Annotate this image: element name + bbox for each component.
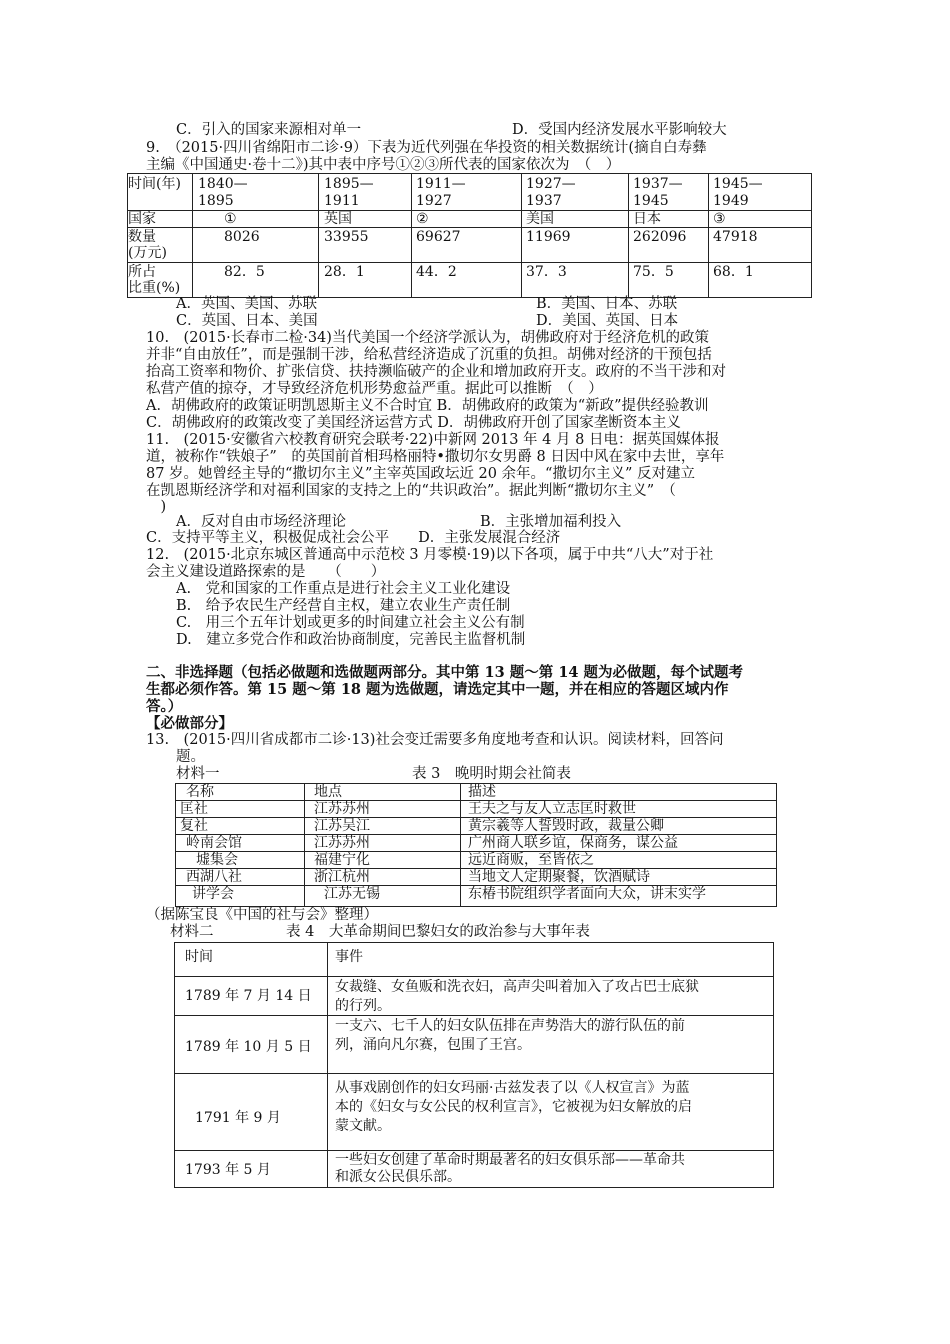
- country-cell: 美国: [526, 211, 554, 227]
- table3-cell: 浙江杭州: [314, 869, 370, 885]
- table4-header-event: 事件: [335, 949, 363, 965]
- period-end: 1911: [324, 193, 360, 209]
- period-end: 1949: [713, 193, 749, 209]
- table4-event-line: 一支六、七千人的妇女队伍排在声势浩大的游行队伍的前: [335, 1018, 685, 1034]
- table3-source: （据陈宝良《中国的社与会》整理）: [146, 907, 378, 923]
- table4-date: 1791 年 9 月: [195, 1110, 281, 1126]
- q10-options-ab: A．胡佛政府的政策证明凯恩斯主义不合时宜 B．胡佛政府的政策为“新政”提供经验教训: [146, 398, 709, 414]
- table3-cell: 黄宗羲等人誓毁时政，裁量公卿: [468, 818, 664, 834]
- table3-cell: 西湖八社: [186, 869, 242, 885]
- amount-cell: 69627: [416, 229, 461, 245]
- q11-stem-line: 11. (2015·安徽省六校教育研究会联考·22)中新网 2013 年 4 月 8 日电：据英国媒体报: [146, 432, 720, 448]
- share-cell: 75．5: [633, 264, 674, 280]
- material1-label: 材料一: [176, 766, 220, 782]
- table3-cell: 广州商人联乡谊，保商务，谋公益: [468, 835, 678, 851]
- q11-stem-line: 在凯恩斯经济学和对福利国家的支持之上的“共识政治”。据此判断“撒切尔主义” （: [146, 483, 676, 499]
- share-cell: 68．1: [713, 264, 754, 280]
- table4-date: 1793 年 5 月: [185, 1162, 271, 1178]
- table3-cell: 东椿书院组织学者面向大众，讲末实学: [468, 886, 706, 902]
- header-amount-unit: (万元): [128, 245, 167, 261]
- header-share-unit: 比重(%): [128, 280, 181, 296]
- table3-cell: 当地文人定期聚餐，饮酒赋诗: [468, 869, 650, 885]
- table3-cell: 福建宁化: [314, 852, 370, 868]
- section2-heading-line: 二、非选择题（包括必做题和选做题两部分。其中第 13 题～第 14 题为必做题，每个试题考: [146, 664, 744, 681]
- header-share: 所占: [128, 264, 156, 280]
- table3-cell: 复社: [180, 818, 208, 834]
- q11-stem-line: 道，被称作“铁娘子” 的英国前首相玛格丽特•撒切尔女男爵 8 日因中风在家中去世，享年: [146, 449, 725, 465]
- table3-cell: 匡社: [180, 801, 208, 817]
- table3-cell: 王夫之与友人立志匡时救世: [468, 801, 636, 817]
- period-end: 1927: [416, 193, 452, 209]
- table4-event-line: 蒙文献。: [335, 1118, 391, 1134]
- table3-cell: 墟集会: [196, 852, 238, 868]
- period-end: 1945: [633, 193, 669, 209]
- share-cell: 37．3: [526, 264, 567, 280]
- table3-header: 描述: [468, 784, 496, 800]
- table3-header: 名称: [186, 784, 214, 800]
- amount-cell: 11969: [526, 229, 571, 245]
- q13-stem-line1: 13. (2015·四川省成都市二诊·13)社会变迁需要多角度地考查和认识。阅读材料，回答问: [146, 732, 724, 748]
- country-cell: 英国: [324, 211, 352, 227]
- q12-option-d: D. 建立多党合作和政治协商制度，完善民主监督机制: [176, 632, 526, 648]
- share-cell: 28．1: [324, 264, 365, 280]
- table4-date: 1789 年 10 月 5 日: [185, 1039, 312, 1055]
- q9-option-c: C．英国、日本、美国: [176, 313, 318, 329]
- table3-cell: 江苏苏州: [314, 835, 370, 851]
- country-cell: ①: [224, 211, 237, 227]
- header-country: 国家: [128, 211, 156, 227]
- table4-header-time: 时间: [185, 949, 213, 965]
- table4-event-line: 从事戏剧创作的妇女玛丽·古兹发表了以《人权宣言》为蓝: [335, 1080, 690, 1096]
- period-start: 1911—: [416, 176, 466, 192]
- period-start: 1937—: [633, 176, 683, 192]
- table3-cell: 岭南会馆: [186, 835, 242, 851]
- q11-stem-line: 87 岁。她曾经主导的“撒切尔主义”主宰英国政坛近 20 余年。“撒切尔主义” 反对建立: [146, 466, 695, 482]
- q9-option-b: B．美国、日本、苏联: [536, 296, 678, 312]
- table3-cell: 江苏苏州: [314, 801, 370, 817]
- table3-cell: 远近商贩，至皆依之: [468, 852, 594, 868]
- period-start: 1840—: [198, 176, 248, 192]
- period-start: 1927—: [526, 176, 576, 192]
- q10-options-cd: C．胡佛政府的政策改变了美国经济运营方式 D．胡佛政府开创了国家垄断资本主义: [146, 415, 681, 431]
- q11-option-b: B．主张增加福利投入: [480, 514, 622, 530]
- table4-event-line: 和派女公民俱乐部。: [335, 1169, 461, 1185]
- section2-heading-line: 生都必须作答。第 15 题～第 18 题为选做题，请选定其中一题，并在相应的答题区域内作: [146, 681, 729, 698]
- q12-option-a: A. 党和国家的工作重点是进行社会主义工业化建设: [176, 581, 511, 597]
- table4-event-line: 的行列。: [335, 998, 391, 1014]
- table3-cell: 江苏吴江: [314, 818, 370, 834]
- q12-stem-line: 12. (2015·北京东城区普通高中示范校 3 月零模·19)以下各项，属于中共“八大”对于社: [146, 547, 714, 563]
- share-cell: 82．5: [224, 264, 265, 280]
- country-cell: 日本: [633, 211, 661, 227]
- q11-options-cd: C．支持平等主义，积极促成社会公平 D．主张发展混合经济: [146, 530, 561, 546]
- q10-stem-line: 私营产值的掠夺，才导致经济危机形势愈益严重。据此可以推断 （ ）: [146, 381, 603, 397]
- table4-event-line: 本的《妇女与女公民的权利宣言》，它被视为妇女解放的启: [335, 1099, 692, 1115]
- table4-event-line: 列，涌向凡尔赛，包围了王宫。: [335, 1037, 531, 1053]
- q10-stem-line: 抬高工资率和物价、扩张信贷、扶持濒临破产的企业和增加政府开支。政府的不当干涉和对: [146, 364, 726, 380]
- header-time: 时间(年): [128, 176, 181, 192]
- q12-stem-line: 会主义建设道路探索的是 （ ）: [146, 564, 386, 580]
- table4-title: 表 4 大革命期间巴黎妇女的政治参与大事年表: [286, 924, 590, 940]
- table4-event-line: 一些妇女创建了革命时期最著名的妇女俱乐部——革命共: [335, 1152, 685, 1168]
- q11-option-a: A．反对自由市场经济理论: [176, 514, 346, 530]
- q9-investment-table: [127, 173, 812, 298]
- amount-cell: 47918: [713, 229, 758, 245]
- table3-society-table: [175, 783, 777, 907]
- period-end: 1895: [198, 193, 234, 209]
- q9-stem-line1: 9. （2015·四川省绵阳市二诊·9）下表为近代列强在华投资的相关数据统计(摘自白寿彝: [146, 140, 707, 156]
- q9-stem-line2: 主编《中国通史·卷十二》)其中表中序号①②③所代表的国家依次为 （ ）: [146, 157, 621, 173]
- required-part-label: 【必做部分】: [146, 715, 233, 732]
- q11-stem-line: ): [146, 499, 167, 515]
- amount-cell: 8026: [224, 229, 260, 245]
- q12-option-b: B. 给予农民生产经营自主权，建立农业生产责任制: [176, 598, 511, 614]
- share-cell: 44．2: [416, 264, 457, 280]
- q8-option-c: C．引入的国家来源相对单一: [176, 122, 362, 138]
- q10-stem-line: 10. (2015·长春市二检·34)当代美国一个经济学派认为，胡佛政府对于经济危机的政策: [146, 330, 709, 346]
- table3-cell: 江苏无锡: [324, 886, 380, 902]
- material2-label: 材料二: [170, 924, 214, 940]
- table3-title: 表 3 晚明时期会社简表: [412, 766, 571, 782]
- amount-cell: 33955: [324, 229, 369, 245]
- country-cell: ②: [416, 211, 429, 227]
- q9-option-d: D．美国、英国、日本: [536, 313, 679, 329]
- q12-option-c: C. 用三个五年计划或更多的时间建立社会主义公有制: [176, 615, 525, 631]
- q8-option-d: D．受国内经济发展水平影响较大: [512, 122, 727, 138]
- table4-date: 1789 年 7 月 14 日: [185, 988, 312, 1004]
- table3-cell: 讲学会: [192, 886, 234, 902]
- q10-stem-line: 并非“自由放任”，而是强制干涉，给私营经济造成了沉重的负担。胡佛对经济的干预包括: [146, 347, 712, 363]
- period-end: 1937: [526, 193, 562, 209]
- period-start: 1895—: [324, 176, 374, 192]
- q13-stem-line2: 题。: [176, 749, 205, 765]
- header-amount: 数量: [128, 229, 156, 245]
- section2-heading-line: 答。）: [146, 698, 183, 715]
- period-start: 1945—: [713, 176, 763, 192]
- q9-option-a: A．英国、美国、苏联: [176, 296, 317, 312]
- table4-timeline-table: [174, 942, 774, 1188]
- table3-header: 地点: [314, 784, 342, 800]
- table4-event-line: 女裁缝、女鱼贩和洗衣妇，高声尖叫着加入了攻占巴士底狱: [335, 979, 699, 995]
- amount-cell: 262096: [633, 229, 687, 245]
- country-cell: ③: [713, 211, 726, 227]
